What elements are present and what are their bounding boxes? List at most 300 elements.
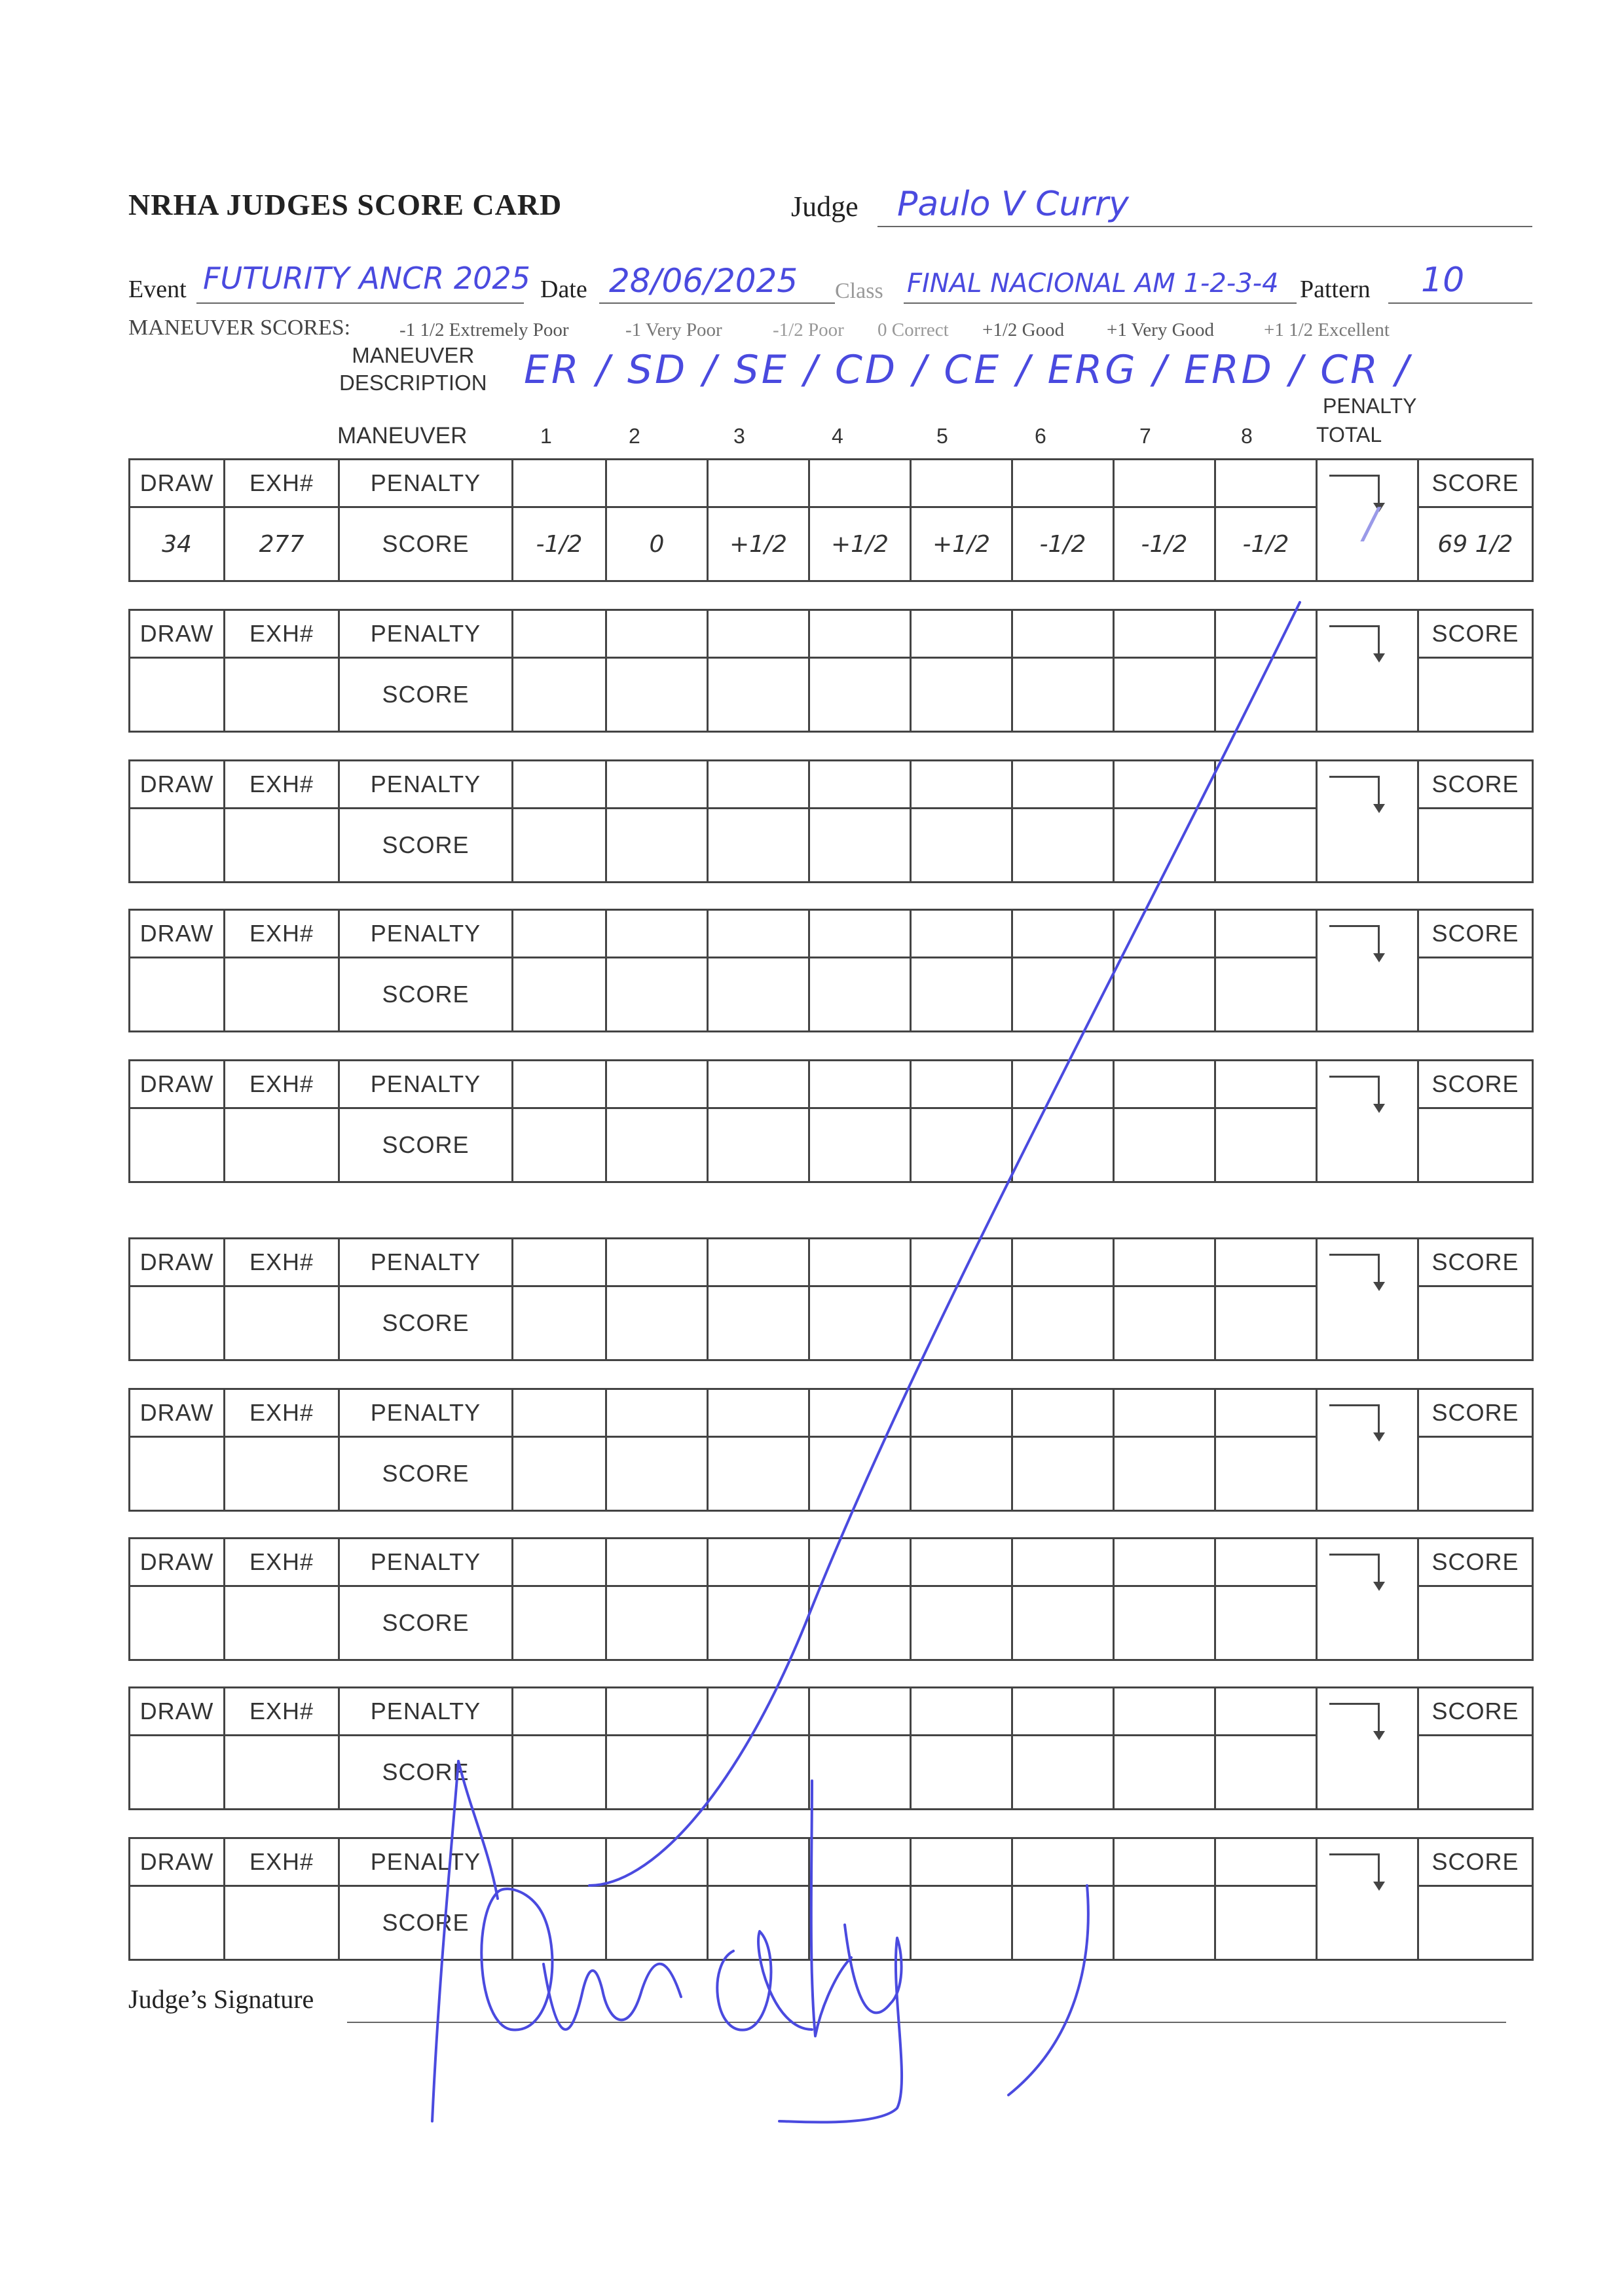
score-block: [128, 458, 1532, 582]
penalty-cell-8[interactable]: [1215, 761, 1317, 809]
maneuver-score-1[interactable]: [513, 1586, 606, 1660]
draw-field[interactable]: [130, 658, 225, 732]
draw-field[interactable]: [130, 1437, 225, 1511]
penalty-label: PENALTY: [339, 1688, 513, 1736]
penalty-cell-5[interactable]: [911, 1539, 1012, 1586]
penalty-cell-1[interactable]: [513, 1389, 606, 1437]
signature-stroke: [544, 1964, 681, 2030]
draw-label: DRAW: [130, 1061, 225, 1108]
arrow-icon: [1329, 1703, 1380, 1731]
draw-field[interactable]: [130, 1886, 225, 1960]
exh-field[interactable]: [225, 1437, 339, 1511]
maneuver-score-8[interactable]: [1215, 809, 1317, 883]
maneuver-score-2[interactable]: [606, 1286, 708, 1360]
penalty-cell-8[interactable]: [1215, 1389, 1317, 1437]
final-score-field[interactable]: [1418, 1586, 1533, 1660]
final-score-field[interactable]: [1418, 809, 1533, 883]
exh-field[interactable]: [225, 1886, 339, 1960]
penalty-cell-7[interactable]: [1114, 460, 1215, 507]
penalty-cell-6[interactable]: [1012, 910, 1114, 958]
penalty-label: PENALTY: [339, 1389, 513, 1437]
exh-field[interactable]: 277: [225, 507, 339, 581]
arrow-icon: [1329, 776, 1380, 804]
penalty-cell-6[interactable]: [1012, 1539, 1114, 1586]
maneuver-scores-label: MANEUVER SCORES:: [128, 316, 351, 340]
maneuver-score-7[interactable]: [1114, 658, 1215, 732]
penalty-cell-7[interactable]: [1114, 910, 1215, 958]
exh-field[interactable]: [225, 1286, 339, 1360]
maneuver-score-6[interactable]: [1012, 1437, 1114, 1511]
penalty-cell-4[interactable]: [809, 1061, 911, 1108]
maneuver-score-4[interactable]: [809, 1586, 911, 1660]
penalty-cell-6[interactable]: [1012, 1389, 1114, 1437]
penalty-cell-1[interactable]: [513, 910, 606, 958]
exh-label: EXH#: [225, 1688, 339, 1736]
score-row-label: SCORE: [339, 1736, 513, 1810]
penalty-label: PENALTY: [339, 1838, 513, 1886]
maneuver-score-1[interactable]: [513, 1437, 606, 1511]
class-field[interactable]: FINAL NACIONAL AM 1-2-3-4: [907, 268, 1279, 299]
final-score-field[interactable]: [1418, 958, 1533, 1032]
maneuver-score-2[interactable]: [606, 1586, 708, 1660]
penalty-cell-7[interactable]: [1114, 1389, 1215, 1437]
maneuver-score-3[interactable]: [708, 658, 809, 732]
maneuver-score-7[interactable]: [1114, 1108, 1215, 1182]
arrow-icon: [1329, 1076, 1380, 1104]
label-line: TOTAL: [1316, 423, 1382, 446]
exh-field[interactable]: [225, 1586, 339, 1660]
penalty-cell-8[interactable]: [1215, 1688, 1317, 1736]
penalty-cell-3[interactable]: [708, 460, 809, 507]
score-block: [128, 1686, 1532, 1810]
maneuver-score-7[interactable]: [1114, 1736, 1215, 1810]
maneuver-score-3[interactable]: [708, 809, 809, 883]
draw-field[interactable]: [130, 809, 225, 883]
score-row-label: SCORE: [339, 1886, 513, 1960]
maneuver-score-1[interactable]: [513, 958, 606, 1032]
maneuver-score-3[interactable]: [708, 1886, 809, 1960]
maneuver-score-8[interactable]: -1/2: [1215, 507, 1317, 581]
score-row-label: SCORE: [339, 658, 513, 732]
penalty-cell-2[interactable]: [606, 1061, 708, 1108]
draw-label: DRAW: [130, 910, 225, 958]
penalty-cell-7[interactable]: [1114, 1838, 1215, 1886]
penalty-total-cell[interactable]: [1317, 1838, 1418, 1960]
draw-label: DRAW: [130, 1239, 225, 1286]
arrow-icon: [1329, 625, 1380, 653]
judge-name-field[interactable]: Paulo V Curry: [897, 185, 1129, 224]
penalty-cell-7[interactable]: [1114, 1239, 1215, 1286]
label-line: DESCRIPTION: [339, 371, 487, 395]
label-line: MANEUVER: [352, 343, 475, 367]
score-row-label: SCORE: [339, 1586, 513, 1660]
penalty-cell-7[interactable]: [1114, 1688, 1215, 1736]
penalty-label: PENALTY: [339, 460, 513, 507]
judge-label: Judge: [791, 191, 858, 223]
score-column-label: SCORE: [1418, 1539, 1533, 1586]
maneuver-score-7[interactable]: [1114, 1437, 1215, 1511]
penalty-cell-1[interactable]: [513, 1061, 606, 1108]
maneuver-score-2[interactable]: [606, 658, 708, 732]
maneuver-score-6[interactable]: [1012, 658, 1114, 732]
maneuver-score-3[interactable]: [708, 1736, 809, 1810]
maneuver-score-7[interactable]: [1114, 1886, 1215, 1960]
penalty-cell-2[interactable]: [606, 1239, 708, 1286]
score-block: [128, 909, 1532, 1032]
legend-item: -1 Very Poor: [625, 319, 722, 340]
penalty-cell-3[interactable]: [708, 1539, 809, 1586]
penalty-cell-5[interactable]: [911, 1838, 1012, 1886]
score-block: [128, 1537, 1532, 1661]
penalty-cell-1[interactable]: [513, 761, 606, 809]
maneuver-score-6[interactable]: [1012, 809, 1114, 883]
penalty-total-label: [1316, 392, 1416, 449]
maneuver-score-1[interactable]: [513, 1736, 606, 1810]
maneuver-score-8[interactable]: [1215, 1286, 1317, 1360]
maneuver-score-7[interactable]: [1114, 809, 1215, 883]
maneuver-score-6[interactable]: -1/2: [1012, 507, 1114, 581]
penalty-total-cell[interactable]: [1317, 910, 1418, 1032]
penalty-cell-4[interactable]: [809, 460, 911, 507]
arrow-icon: [1329, 1404, 1380, 1432]
legend-item: +1 Very Good: [1107, 319, 1215, 340]
maneuver-score-7[interactable]: [1114, 1286, 1215, 1360]
maneuver-description-label: [339, 342, 487, 397]
exh-field[interactable]: [225, 958, 339, 1032]
maneuver-score-1[interactable]: [513, 1886, 606, 1960]
maneuver-score-8[interactable]: [1215, 658, 1317, 732]
maneuver-score-4[interactable]: +1/2: [809, 507, 911, 581]
arrow-icon: [1329, 1254, 1380, 1282]
maneuver-score-6[interactable]: [1012, 958, 1114, 1032]
draw-label: DRAW: [130, 761, 225, 809]
score-block: [128, 1837, 1532, 1961]
penalty-cell-8[interactable]: [1215, 1239, 1317, 1286]
signature-label: Judge’s Signature: [128, 1984, 314, 2014]
penalty-cell-3[interactable]: [708, 1239, 809, 1286]
score-row-label: SCORE: [339, 1286, 513, 1360]
penalty-cell-5[interactable]: [911, 1688, 1012, 1736]
arrow-icon: [1329, 925, 1380, 953]
draw-field[interactable]: [130, 1108, 225, 1182]
maneuver-score-4[interactable]: [809, 1286, 911, 1360]
maneuver-score-2[interactable]: [606, 1437, 708, 1511]
penalty-cell-6[interactable]: [1012, 610, 1114, 658]
maneuver-score-6[interactable]: [1012, 1286, 1114, 1360]
penalty-label: PENALTY: [339, 1239, 513, 1286]
penalty-cell-5[interactable]: [911, 460, 1012, 507]
penalty-cell-4[interactable]: [809, 910, 911, 958]
exh-field[interactable]: [225, 1736, 339, 1810]
score-column-label: SCORE: [1418, 1838, 1533, 1886]
penalty-cell-5[interactable]: [911, 1239, 1012, 1286]
exh-field[interactable]: [225, 658, 339, 732]
exh-field[interactable]: [225, 1108, 339, 1182]
maneuver-score-3[interactable]: [708, 1286, 809, 1360]
date-field[interactable]: 28/06/2025: [609, 262, 798, 300]
maneuver-score-2[interactable]: [606, 958, 708, 1032]
exh-label: EXH#: [225, 1838, 339, 1886]
penalty-label: PENALTY: [339, 610, 513, 658]
penalty-cell-3[interactable]: [708, 910, 809, 958]
card-title: NRHA JUDGES SCORE CARD: [128, 188, 563, 221]
final-score-field[interactable]: [1418, 1736, 1533, 1810]
maneuver-number: 7: [1139, 424, 1151, 448]
score-column-label: SCORE: [1418, 1239, 1533, 1286]
penalty-cell-4[interactable]: [809, 761, 911, 809]
score-column-label: SCORE: [1418, 1061, 1533, 1108]
class-label: Class: [835, 279, 883, 303]
maneuver-score-4[interactable]: [809, 1886, 911, 1960]
maneuver-score-7[interactable]: [1114, 1586, 1215, 1660]
penalty-cell-3[interactable]: [708, 761, 809, 809]
score-column-label: SCORE: [1418, 610, 1533, 658]
maneuver-score-2[interactable]: [606, 1886, 708, 1960]
penalty-cell-8[interactable]: [1215, 1838, 1317, 1886]
penalty-cell-1[interactable]: [513, 1688, 606, 1736]
score-block: [128, 1388, 1532, 1512]
penalty-cell-1[interactable]: [513, 1239, 606, 1286]
penalty-cell-3[interactable]: [708, 1389, 809, 1437]
maneuver-score-1[interactable]: [513, 1286, 606, 1360]
arrow-icon: [1329, 1554, 1380, 1582]
penalty-cell-7[interactable]: [1114, 761, 1215, 809]
score-block: [128, 759, 1532, 883]
maneuver-number: 1: [540, 424, 552, 448]
penalty-total-cell[interactable]: [1317, 1061, 1418, 1182]
penalty-cell-3[interactable]: [708, 610, 809, 658]
draw-label: DRAW: [130, 1688, 225, 1736]
penalty-cell-6[interactable]: [1012, 1688, 1114, 1736]
penalty-cell-6[interactable]: [1012, 1239, 1114, 1286]
penalty-total-cell[interactable]: [1317, 610, 1418, 732]
exh-label: EXH#: [225, 1061, 339, 1108]
penalty-cell-8[interactable]: [1215, 610, 1317, 658]
maneuver-score-3[interactable]: [708, 1586, 809, 1660]
penalty-cell-2[interactable]: [606, 761, 708, 809]
pattern-field[interactable]: 10: [1421, 261, 1465, 300]
exh-label: EXH#: [225, 610, 339, 658]
maneuver-score-6[interactable]: [1012, 1886, 1114, 1960]
exh-label: EXH#: [225, 761, 339, 809]
penalty-cell-4[interactable]: [809, 610, 911, 658]
penalty-cell-8[interactable]: [1215, 910, 1317, 958]
maneuver-number: 2: [629, 424, 640, 448]
penalty-cell-5[interactable]: [911, 761, 1012, 809]
final-score-field[interactable]: [1418, 658, 1533, 732]
penalty-total-value: /: [1363, 500, 1378, 548]
penalty-cell-1[interactable]: [513, 460, 606, 507]
maneuver-score-5[interactable]: [911, 1736, 1012, 1810]
draw-label: DRAW: [130, 1389, 225, 1437]
maneuver-score-8[interactable]: [1215, 1586, 1317, 1660]
maneuver-score-1[interactable]: [513, 809, 606, 883]
maneuver-score-8[interactable]: [1215, 958, 1317, 1032]
exh-label: EXH#: [225, 460, 339, 507]
maneuver-score-5[interactable]: [911, 1437, 1012, 1511]
penalty-total-cell[interactable]: [1317, 1389, 1418, 1511]
maneuver-column-label: MANEUVER: [337, 423, 468, 448]
maneuver-score-7[interactable]: -1/2: [1114, 507, 1215, 581]
maneuver-score-2[interactable]: [606, 1736, 708, 1810]
final-score-field[interactable]: 69 1/2: [1418, 507, 1533, 581]
draw-field[interactable]: [130, 1736, 225, 1810]
penalty-cell-1[interactable]: [513, 1539, 606, 1586]
penalty-cell-8[interactable]: [1215, 1061, 1317, 1108]
maneuver-score-6[interactable]: [1012, 1736, 1114, 1810]
penalty-cell-6[interactable]: [1012, 460, 1114, 507]
score-block: [128, 1059, 1532, 1183]
draw-field[interactable]: [130, 1286, 225, 1360]
penalty-cell-4[interactable]: [809, 1539, 911, 1586]
maneuver-number: 6: [1035, 424, 1046, 448]
penalty-cell-2[interactable]: [606, 1838, 708, 1886]
penalty-cell-8[interactable]: [1215, 1539, 1317, 1586]
maneuver-score-8[interactable]: [1215, 1886, 1317, 1960]
pattern-label: Pattern: [1300, 276, 1371, 303]
penalty-cell-1[interactable]: [513, 1838, 606, 1886]
exh-field[interactable]: [225, 809, 339, 883]
exh-label: EXH#: [225, 1389, 339, 1437]
maneuver-score-5[interactable]: [911, 1286, 1012, 1360]
legend-item: +1/2 Good: [982, 319, 1065, 340]
final-score-field[interactable]: [1418, 1437, 1533, 1511]
legend-item: 0 Correct: [877, 319, 949, 340]
penalty-cell-2[interactable]: [606, 1688, 708, 1736]
maneuver-score-2[interactable]: 0: [606, 507, 708, 581]
penalty-cell-7[interactable]: [1114, 610, 1215, 658]
penalty-cell-5[interactable]: [911, 910, 1012, 958]
score-column-label: SCORE: [1418, 1688, 1533, 1736]
maneuver-score-8[interactable]: [1215, 1736, 1317, 1810]
penalty-label: PENALTY: [339, 1539, 513, 1586]
maneuver-score-6[interactable]: [1012, 1108, 1114, 1182]
penalty-cell-3[interactable]: [708, 1688, 809, 1736]
penalty-label: PENALTY: [339, 910, 513, 958]
draw-field[interactable]: 34: [130, 507, 225, 581]
arrow-icon: [1329, 1853, 1380, 1882]
draw-field[interactable]: [130, 1586, 225, 1660]
maneuver-score-4[interactable]: [809, 809, 911, 883]
penalty-total-cell[interactable]: [1317, 1688, 1418, 1810]
maneuver-score-5[interactable]: [911, 809, 1012, 883]
maneuver-score-4[interactable]: [809, 958, 911, 1032]
penalty-cell-5[interactable]: [911, 1389, 1012, 1437]
maneuver-score-8[interactable]: [1215, 1108, 1317, 1182]
penalty-label: PENALTY: [339, 761, 513, 809]
maneuver-score-1[interactable]: [513, 1108, 606, 1182]
legend-item: -1 1/2 Extremely Poor: [399, 319, 569, 340]
draw-label: DRAW: [130, 460, 225, 507]
legend-item: +1 1/2 Excellent: [1264, 319, 1390, 340]
score-column-label: SCORE: [1418, 761, 1533, 809]
draw-field[interactable]: [130, 958, 225, 1032]
penalty-cell-2[interactable]: [606, 610, 708, 658]
maneuver-score-3[interactable]: +1/2: [708, 507, 809, 581]
maneuver-score-3[interactable]: [708, 958, 809, 1032]
maneuver-score-6[interactable]: [1012, 1586, 1114, 1660]
maneuver-score-4[interactable]: [809, 1437, 911, 1511]
score-block: [128, 609, 1532, 733]
penalty-cell-8[interactable]: [1215, 460, 1317, 507]
maneuver-score-8[interactable]: [1215, 1437, 1317, 1511]
penalty-cell-2[interactable]: [606, 1539, 708, 1586]
maneuver-score-1[interactable]: -1/2: [513, 507, 606, 581]
draw-label: DRAW: [130, 1539, 225, 1586]
maneuver-score-7[interactable]: [1114, 958, 1215, 1032]
score-row-label: SCORE: [339, 1108, 513, 1182]
event-label: Event: [128, 276, 187, 303]
arrow-icon: [1329, 475, 1380, 503]
final-score-field[interactable]: [1418, 1886, 1533, 1960]
penalty-cell-4[interactable]: [809, 1239, 911, 1286]
maneuver-score-5[interactable]: +1/2: [911, 507, 1012, 581]
date-label: Date: [540, 276, 587, 303]
maneuver-score-2[interactable]: [606, 1108, 708, 1182]
penalty-cell-6[interactable]: [1012, 761, 1114, 809]
maneuver-score-5[interactable]: [911, 658, 1012, 732]
penalty-cell-1[interactable]: [513, 610, 606, 658]
maneuver-description-field[interactable]: ER / SD / SE / CD / CE / ERG / ERD / CR /: [524, 347, 1412, 393]
event-field[interactable]: FUTURITY ANCR 2025: [203, 261, 530, 296]
maneuver-score-5[interactable]: [911, 1108, 1012, 1182]
penalty-cell-7[interactable]: [1114, 1061, 1215, 1108]
penalty-total-cell[interactable]: [1317, 460, 1418, 581]
legend-item: -1/2 Poor: [773, 319, 844, 340]
penalty-total-cell[interactable]: [1317, 1239, 1418, 1360]
penalty-cell-2[interactable]: [606, 1389, 708, 1437]
maneuver-number: 4: [832, 424, 843, 448]
penalty-cell-5[interactable]: [911, 610, 1012, 658]
penalty-cell-2[interactable]: [606, 460, 708, 507]
penalty-cell-4[interactable]: [809, 1688, 911, 1736]
penalty-cell-5[interactable]: [911, 1061, 1012, 1108]
penalty-total-cell[interactable]: [1317, 1539, 1418, 1660]
maneuver-score-5[interactable]: [911, 1586, 1012, 1660]
final-score-field[interactable]: [1418, 1108, 1533, 1182]
maneuver-score-5[interactable]: [911, 958, 1012, 1032]
exh-label: EXH#: [225, 1239, 339, 1286]
maneuver-number: 5: [936, 424, 948, 448]
penalty-cell-4[interactable]: [809, 1838, 911, 1886]
penalty-total-cell[interactable]: [1317, 761, 1418, 883]
penalty-cell-3[interactable]: [708, 1838, 809, 1886]
maneuver-score-4[interactable]: [809, 1736, 911, 1810]
maneuver-score-3[interactable]: [708, 1108, 809, 1182]
label-line: PENALTY: [1323, 394, 1417, 418]
maneuver-score-3[interactable]: [708, 1437, 809, 1511]
score-row-label: SCORE: [339, 1437, 513, 1511]
penalty-cell-6[interactable]: [1012, 1838, 1114, 1886]
maneuver-number: 8: [1241, 424, 1253, 448]
score-block: [128, 1237, 1532, 1361]
maneuver-number: 3: [733, 424, 745, 448]
maneuver-score-5[interactable]: [911, 1886, 1012, 1960]
penalty-cell-4[interactable]: [809, 1389, 911, 1437]
maneuver-score-1[interactable]: [513, 658, 606, 732]
penalty-cell-3[interactable]: [708, 1061, 809, 1108]
maneuver-score-4[interactable]: [809, 658, 911, 732]
penalty-cell-7[interactable]: [1114, 1539, 1215, 1586]
penalty-cell-6[interactable]: [1012, 1061, 1114, 1108]
score-row-label: SCORE: [339, 507, 513, 581]
exh-label: EXH#: [225, 910, 339, 958]
score-row-label: SCORE: [339, 958, 513, 1032]
maneuver-score-4[interactable]: [809, 1108, 911, 1182]
final-score-field[interactable]: [1418, 1286, 1533, 1360]
penalty-cell-2[interactable]: [606, 910, 708, 958]
maneuver-score-2[interactable]: [606, 809, 708, 883]
